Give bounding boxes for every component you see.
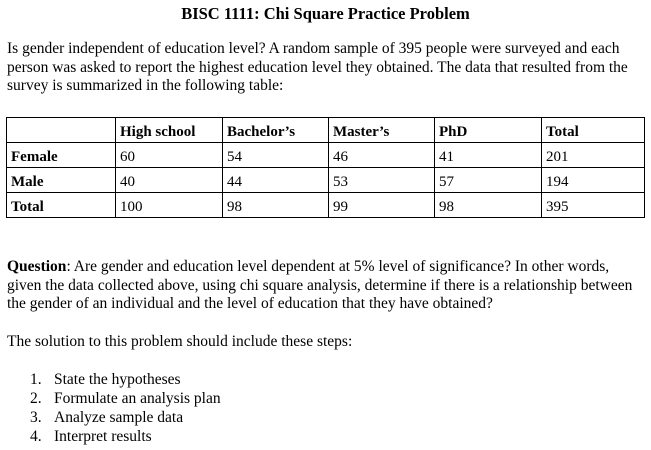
document-title: BISC 1111: Chi Square Practice Problem: [181, 4, 470, 23]
list-item: [30, 389, 221, 408]
header-cell-masters: Master’s: [329, 118, 435, 143]
step-number: 1.: [30, 371, 42, 388]
header-cell-bachelors: Bachelor’s: [223, 118, 329, 143]
row-label: Total: [11, 199, 44, 215]
step-text: Interpret results: [54, 428, 152, 445]
table-cell: 201: [542, 143, 645, 168]
table-cell: 54: [223, 143, 329, 168]
step-text: Formulate an analysis plan: [54, 390, 221, 407]
header-cell-empty: [7, 118, 116, 143]
question-paragraph: [7, 258, 647, 314]
table-row-total: [7, 193, 645, 218]
step-number: 3.: [30, 409, 42, 426]
survey-data-table: [6, 117, 645, 218]
table-cell: 41: [435, 143, 542, 168]
table-cell: 100: [116, 193, 223, 218]
header-cell-high-school: High school: [116, 118, 223, 143]
steps-list: [30, 370, 221, 446]
row-label: Male: [7, 168, 116, 193]
table-row-male: [7, 168, 645, 193]
table-cell: 46: [329, 143, 435, 168]
list-item: [30, 427, 221, 446]
table-cell: 99: [329, 193, 435, 218]
step-number: 2.: [30, 390, 42, 407]
table-cell: 40: [116, 168, 223, 193]
step-number: 4.: [30, 428, 42, 445]
table-row-female: [7, 143, 645, 168]
intro-paragraph: Is gender independent of education level? A random sample of 395 people were surveyed and each person was asked to report the highest education level they obtained. The data that resulted from the survey is summarized in the following table:: [7, 40, 628, 94]
steps-intro: The solution to this problem should include these steps:: [7, 333, 353, 350]
question-label: Question: [7, 258, 67, 275]
row-label: Female: [7, 143, 116, 168]
table-cell: 395: [542, 193, 645, 218]
step-text: Analyze sample data: [54, 409, 184, 426]
table-cell: 98: [435, 193, 542, 218]
table-cell: 57: [435, 168, 542, 193]
table-cell: 53: [329, 168, 435, 193]
list-item: [30, 370, 221, 389]
step-text: State the hypotheses: [54, 371, 181, 388]
header-cell-phd: PhD: [435, 118, 542, 143]
table-cell: 44: [223, 168, 329, 193]
table-header-row: [7, 118, 645, 143]
list-item: [30, 408, 221, 427]
table-cell: 194: [542, 168, 645, 193]
question-text: : Are gender and education level dependent at 5% level of significance? In other words, given the data collected above, using chi square analysis, determine if there is a relationship between the gender of an individual and the level of education that they have obtained?: [7, 258, 633, 312]
header-cell-total: Total: [542, 118, 645, 143]
table-cell: 60: [116, 143, 223, 168]
table-cell: 98: [223, 193, 329, 218]
